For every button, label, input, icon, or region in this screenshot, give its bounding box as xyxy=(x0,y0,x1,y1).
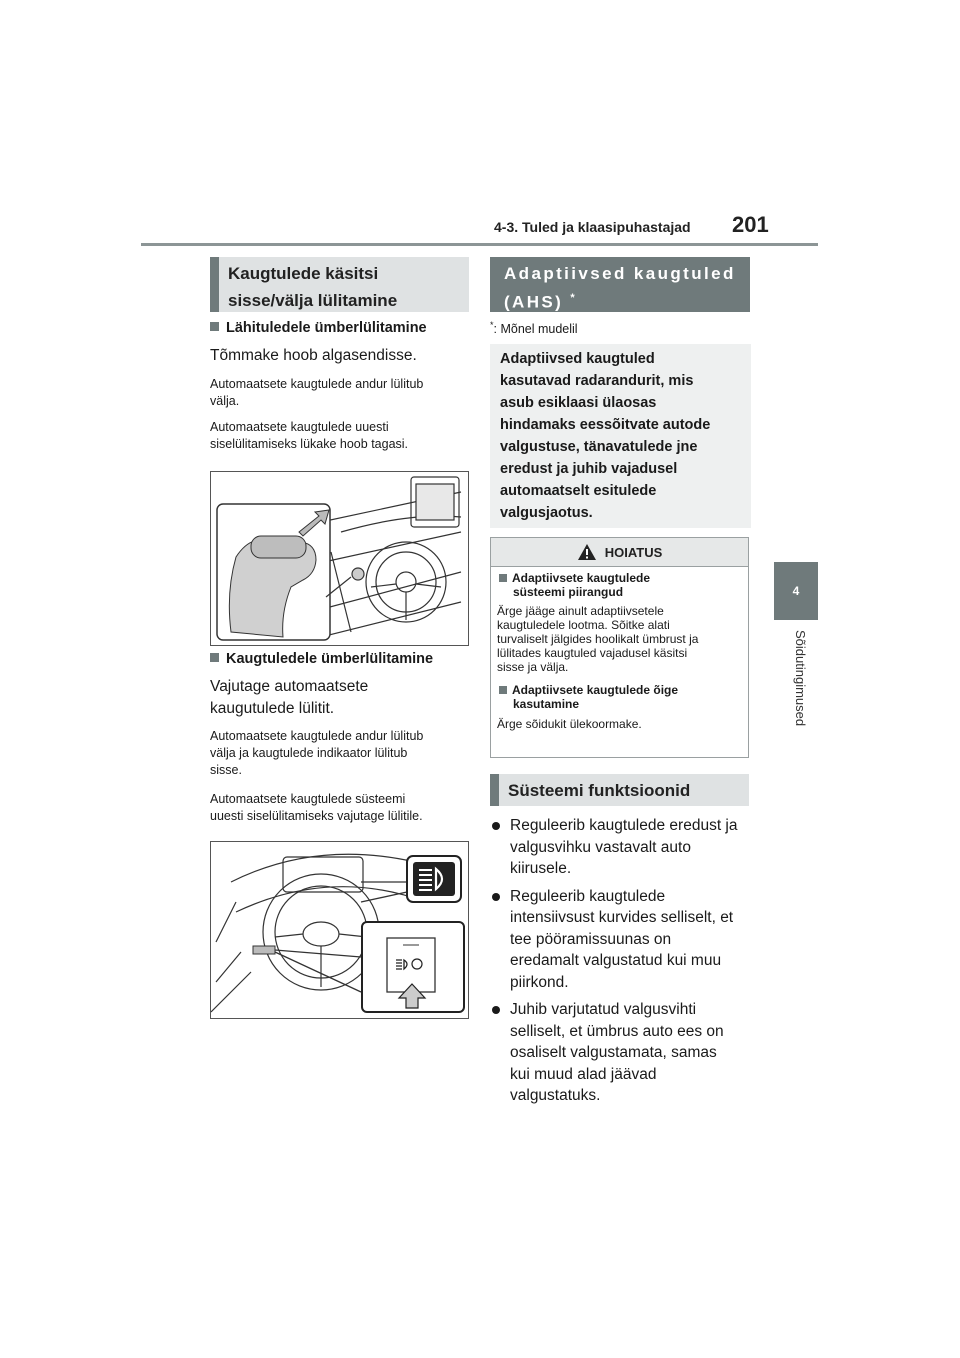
heading-ahs: Adaptiivsed kaugtuled (AHS) * xyxy=(490,257,750,312)
warning-text: Ärge sõidukit ülekoormake. xyxy=(497,717,642,731)
note-text: Automaatsete kaugtulede andur lülitub välja ja kaugtulede indikaator lülitub sisse. xyxy=(210,729,424,777)
warning-header: HOIATUS xyxy=(491,538,748,567)
square-bullet-icon xyxy=(499,574,507,582)
function-list xyxy=(492,815,754,1107)
heading-manual-high-beam xyxy=(210,257,469,312)
section-label: 4-3. Tuled ja klaasipuhastajad xyxy=(494,219,691,235)
heading-system-functions: Süsteemi funktsioonid xyxy=(490,774,749,806)
square-bullet-icon xyxy=(499,686,507,694)
list-item: Reguleerib kaugtulede eredust ja valgusvihku vastavalt auto kiirusele. xyxy=(492,815,754,880)
note-text: Automaatsete kaugtulede andur lülitub välja. xyxy=(210,377,424,408)
list-item: Juhib varjutatud valgusvihti selliselt, et ümbrus auto ees on osaliselt valgustamata, samas kui muud alad jäävad valgustatuks. xyxy=(492,999,754,1107)
chapter-tab xyxy=(774,562,818,620)
square-bullet-icon xyxy=(210,653,219,662)
header-rule xyxy=(141,243,818,246)
note-text: Automaatsete kaugtulede uuesti siselülitamiseks lükake hoob tagasi. xyxy=(210,420,409,451)
subheading-low-beam: Lähituledele ümberlülitamine xyxy=(210,320,427,336)
footnote: *: Mõnel mudelil xyxy=(490,320,578,337)
high-beam-icon xyxy=(407,856,461,902)
heading-line: Kaugtulede käsitsi xyxy=(228,264,379,283)
square-bullet-icon xyxy=(210,322,219,331)
ahs-switch-illustration xyxy=(210,841,469,1019)
ahs-description: Adaptiivsed kaugtuled kasutavad radarandurit, mis asub esiklaasi ülaosas hindamaks eessõitvate autode valgustuse, tänavatulede jne eredust ja juhib vajadusel automaatselt esitulede valgusjaotus. xyxy=(490,344,751,528)
page-number: 201 xyxy=(732,212,769,237)
lever-illustration xyxy=(210,471,469,646)
ahs-switch-icon xyxy=(387,938,435,992)
chapter-number: 4 xyxy=(792,584,800,598)
heading-line: sisse/välja lülitamine xyxy=(228,291,398,310)
instruction-text: Tõmmake hoob algasendisse. xyxy=(210,347,417,364)
chapter-label: Sõidutingimused xyxy=(793,630,808,727)
list-item: Reguleerib kaugtulede intensiivsust kurvides selliselt, et tee pööramissuunas on eredamalt valgustatud kui muu piirkond. xyxy=(492,886,754,994)
instruction-text: Vajutage automaatsete kaugutulede lülitit. xyxy=(210,678,369,717)
subheading-high-beam: Kaugtuledele ümberlülitamine xyxy=(210,651,433,667)
warning-text: Ärge jääge ainult adaptiivsetele kaugtuledele lootma. Sõitke alati turvaliselt jälgides hoolikalt ümbrust ja lülitades kaugtuled vajadusel käsitsi sisse ja välja. xyxy=(497,604,699,674)
warning-subheading: Adaptiivsete kaugtulede õige kasutamine xyxy=(497,683,742,711)
warning-triangle-icon xyxy=(577,543,597,561)
warning-box xyxy=(490,537,749,758)
note-text: Automaatsete kaugtulede süsteemi uuesti siselülitamiseks vajutage lülitile. xyxy=(210,792,423,823)
warning-subheading: Adaptiivsete kaugtulede süsteemi piirangud xyxy=(497,571,742,599)
